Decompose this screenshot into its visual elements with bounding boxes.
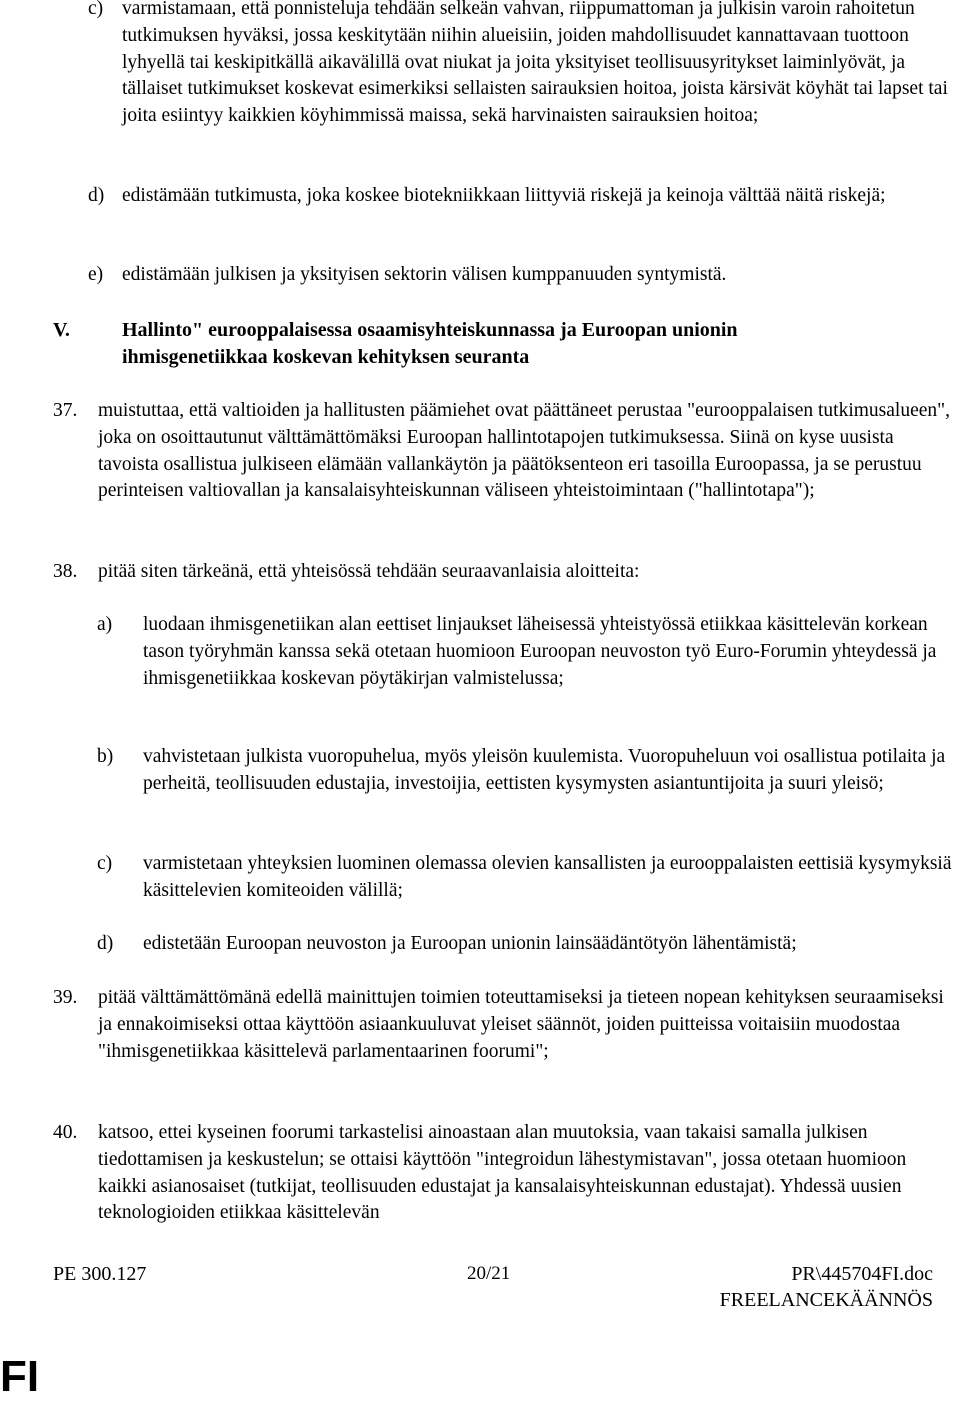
list-item-label: e) [88,264,104,285]
paragraph-40 [53,1120,958,1227]
sub-item-b [97,744,959,798]
sub-item-text: vahvistetaan julkista vuoropuhelua, myös yleisön kuulemista. Vuoropuheluun voi osallistua potilaita ja perheitä, teollisuuden edustajia, investoijia, eettisten kysymysten asiantuntijoita ja suuri yleisö; [143,746,946,794]
sub-item-text: edistetään Euroopan neuvoston ja Euroopan unionin lainsäädäntötyön lähentämistä; [143,933,797,954]
paragraph-number: 40. [53,1122,78,1143]
list-item-text: edistämään julkisen ja yksityisen sektorin välisen kumppanuuden syntymistä. [122,264,727,285]
sub-item-text: luodaan ihmisgenetiikan alan eettiset linjaukset läheisessä yhteistyössä etiikkaa käsittelevän korkean tason työryhmän kanssa sekä otetaan huomioon Euroopan neuvoston työ Euro-Forumin yhteydessä ja ihmisgenetiikkaa koskevan pöytäkirjan valmistelussa; [143,614,937,689]
list-item-label: c) [88,0,104,19]
language-label: FI [0,1352,40,1401]
sub-item-d [97,931,959,958]
paragraph-text: katsoo, ettei kyseinen foorumi tarkastelisi ainoastaan alan muutoksia, vaan takaisi samalla julkisen tiedottamisen ja keskustelun; se ottaisi käyttöön "integroidun lähestymistavan", jossa otetaan huomioon kaikki asianosaiset (tutkijat, teollisuuden edustajat ja kansalaisyhteiskunnan edustajat). Yhdessä uusien teknologioiden etiikkaa käsittelevän [98,1122,907,1224]
translator-label: FREELANCEKÄÄNNÖS [719,1289,933,1311]
sub-item-label: d) [97,933,114,954]
section-title: Hallinto" eurooppalaisessa osaamisyhteiskunnassa ja Euroopan unionin ihmisgenetiikkaa koskevan kehityksen seuranta [122,319,738,368]
document-filename: PR\445704FI.doc [791,1263,933,1285]
paragraph-number: 37. [53,400,78,421]
sub-item-text: varmistetaan yhteyksien luominen olemassa olevien kansallisten ja eurooppalaisten eettisiä kysymyksiä käsittelevien komiteoiden välillä; [143,853,952,901]
list-item-label: d) [88,185,105,206]
paragraph-39 [53,985,958,1065]
paragraph-number: 39. [53,987,78,1008]
paragraph-text: muistuttaa, että valtioiden ja hallitusten päämiehet ovat päättäneet perustaa "eurooppalaisen tutkimusalueen", joka on osoittautunut välttämättömäksi Euroopan hallintotapojen tutkimuksessa. Siinä on kyse uusista tavoista osallistua julkiseen elämään vallankäytön ja päätöksenteon eri tasoilla Euroopassa, ja se perustuu perinteisen valtiovallan ja kansalaisyhteiskunnan väliseen yhteistoimintaan ("hallintotapa"); [98,400,950,502]
list-item-text: varmistamaan, että ponnisteluja tehdään selkeän vahvan, riippumattoman ja julkisin varoin rahoitetun tutkimuksen hyväksi, jossa keskitytään niihin alueisiin, joiden mahdollisuudet kannattavaan tuottoon lyhyellä tai keskipitkällä aikavälillä ovat niukat ja joita yksityiset teollisuusyritykset laiminlyövät, ja tällaiset tutkimukset koskevat esimerkiksi sellaisten sairauksien hoitoa, joista kärsivät köyhät tai lapset tai joita esiintyy kaikkien köyhimmissä maissa, sekä harvinaisten sairauksien hoitoa; [122,0,948,127]
paragraph-38 [53,559,958,586]
sub-item-label: c) [97,853,113,874]
page-number: 20/21 [467,1263,511,1284]
paragraph-number: 38. [53,561,78,582]
paragraph-text: pitää siten tärkeänä, että yhteisössä tehdään seuraavanlaisia aloitteita: [98,561,640,582]
sub-item-c [97,851,959,905]
sub-item-a [97,612,959,692]
paragraph-37 [53,398,958,505]
list-item-text: edistämään tutkimusta, joka koskee biotekniikkaan liittyviä riskejä ja keinoja välttää näitä riskejä; [122,185,886,206]
section-number: V. [53,319,70,341]
document-reference: PE 300.127 [53,1263,147,1285]
list-item-e [88,262,960,289]
sub-item-label: b) [97,746,114,767]
list-item-d [88,183,960,210]
list-item-c [88,0,960,130]
sub-item-label: a) [97,614,113,635]
paragraph-text: pitää välttämättömänä edellä mainittujen toimien toteuttamiseksi ja tieteen nopean kehityksen seuraamiseksi ja ennakoimiseksi ottaa käyttöön asiaankuuluvat yleiset säännöt, joiden puitteissa voitaisiin muodostaa "ihmisgenetiikkaa käsittelevä parlamentaarinen foorumi"; [98,987,944,1062]
